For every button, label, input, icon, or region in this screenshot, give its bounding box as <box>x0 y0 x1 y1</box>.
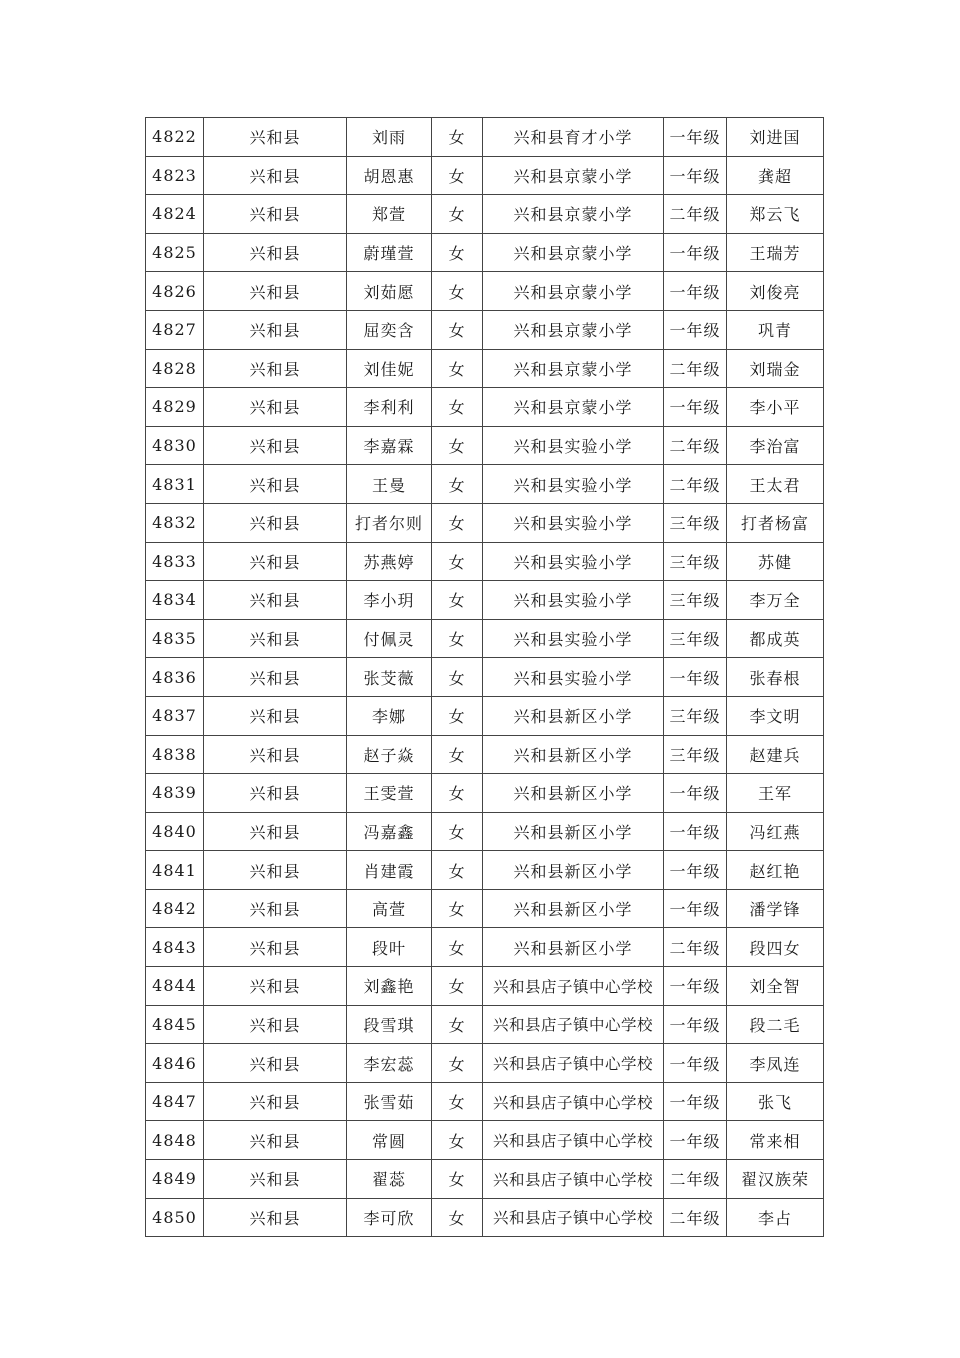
county-cell: 兴和县 <box>204 1005 347 1044</box>
school-cell: 兴和县实验小学 <box>483 581 664 620</box>
serial-number-cell: 4846 <box>146 1044 204 1083</box>
guardian-name-cell: 李凤连 <box>727 1044 824 1083</box>
county-cell: 兴和县 <box>204 349 347 388</box>
guardian-name-cell: 李万全 <box>727 581 824 620</box>
school-cell: 兴和县京蒙小学 <box>483 388 664 427</box>
gender-cell: 女 <box>432 310 483 349</box>
table-row <box>146 1198 824 1237</box>
serial-number-cell: 4831 <box>146 465 204 504</box>
table-row <box>146 503 824 542</box>
table-row <box>146 1121 824 1160</box>
county-cell: 兴和县 <box>204 658 347 697</box>
serial-number-cell: 4847 <box>146 1082 204 1121</box>
serial-number-cell: 4850 <box>146 1198 204 1237</box>
county-cell: 兴和县 <box>204 774 347 813</box>
county-cell: 兴和县 <box>204 542 347 581</box>
county-cell: 兴和县 <box>204 426 347 465</box>
grade-cell: 一年级 <box>664 967 727 1006</box>
guardian-name-cell: 刘进国 <box>727 118 824 157</box>
school-cell: 兴和县京蒙小学 <box>483 156 664 195</box>
student-name-cell: 常圆 <box>347 1121 432 1160</box>
school-cell: 兴和县店子镇中心学校 <box>483 967 664 1006</box>
table-row <box>146 658 824 697</box>
county-cell: 兴和县 <box>204 1160 347 1199</box>
gender-cell: 女 <box>432 696 483 735</box>
county-cell: 兴和县 <box>204 1044 347 1083</box>
gender-cell: 女 <box>432 426 483 465</box>
gender-cell: 女 <box>432 118 483 157</box>
school-cell: 兴和县京蒙小学 <box>483 195 664 234</box>
guardian-name-cell: 王瑞芳 <box>727 233 824 272</box>
table-row <box>146 812 824 851</box>
serial-number-cell: 4826 <box>146 272 204 311</box>
gender-cell: 女 <box>432 156 483 195</box>
serial-number-cell: 4833 <box>146 542 204 581</box>
student-name-cell: 段雪琪 <box>347 1005 432 1044</box>
table-row <box>146 581 824 620</box>
gender-cell: 女 <box>432 735 483 774</box>
student-name-cell: 段叶 <box>347 928 432 967</box>
grade-cell: 一年级 <box>664 388 727 427</box>
student-name-cell: 付佩灵 <box>347 619 432 658</box>
school-cell: 兴和县实验小学 <box>483 619 664 658</box>
table-row <box>146 1044 824 1083</box>
gender-cell: 女 <box>432 1121 483 1160</box>
guardian-name-cell: 龚超 <box>727 156 824 195</box>
student-name-cell: 李嘉霖 <box>347 426 432 465</box>
student-name-cell: 肖建霞 <box>347 851 432 890</box>
guardian-name-cell: 王太君 <box>727 465 824 504</box>
table-row <box>146 735 824 774</box>
student-name-cell: 李娜 <box>347 696 432 735</box>
gender-cell: 女 <box>432 1005 483 1044</box>
student-name-cell: 刘鑫艳 <box>347 967 432 1006</box>
gender-cell: 女 <box>432 388 483 427</box>
grade-cell: 二年级 <box>664 349 727 388</box>
gender-cell: 女 <box>432 272 483 311</box>
school-cell: 兴和县京蒙小学 <box>483 349 664 388</box>
school-cell: 兴和县新区小学 <box>483 812 664 851</box>
grade-cell: 二年级 <box>664 195 727 234</box>
gender-cell: 女 <box>432 1044 483 1083</box>
school-cell: 兴和县店子镇中心学校 <box>483 1082 664 1121</box>
school-cell: 兴和县店子镇中心学校 <box>483 1121 664 1160</box>
student-roster-table <box>145 117 824 1237</box>
student-name-cell: 苏燕婷 <box>347 542 432 581</box>
table-row <box>146 388 824 427</box>
grade-cell: 二年级 <box>664 928 727 967</box>
student-name-cell: 刘茹愿 <box>347 272 432 311</box>
guardian-name-cell: 翟汉族荣 <box>727 1160 824 1199</box>
serial-number-cell: 4843 <box>146 928 204 967</box>
gender-cell: 女 <box>432 542 483 581</box>
county-cell: 兴和县 <box>204 156 347 195</box>
serial-number-cell: 4836 <box>146 658 204 697</box>
grade-cell: 一年级 <box>664 812 727 851</box>
student-name-cell: 王曼 <box>347 465 432 504</box>
gender-cell: 女 <box>432 1160 483 1199</box>
grade-cell: 一年级 <box>664 658 727 697</box>
gender-cell: 女 <box>432 465 483 504</box>
guardian-name-cell: 郑云飞 <box>727 195 824 234</box>
serial-number-cell: 4824 <box>146 195 204 234</box>
table-row <box>146 851 824 890</box>
student-name-cell: 打者尔则 <box>347 503 432 542</box>
guardian-name-cell: 赵建兵 <box>727 735 824 774</box>
gender-cell: 女 <box>432 967 483 1006</box>
county-cell: 兴和县 <box>204 388 347 427</box>
student-name-cell: 胡恩惠 <box>347 156 432 195</box>
table-row <box>146 967 824 1006</box>
serial-number-cell: 4839 <box>146 774 204 813</box>
table-row <box>146 542 824 581</box>
grade-cell: 三年级 <box>664 581 727 620</box>
grade-cell: 三年级 <box>664 735 727 774</box>
serial-number-cell: 4845 <box>146 1005 204 1044</box>
serial-number-cell: 4822 <box>146 118 204 157</box>
county-cell: 兴和县 <box>204 581 347 620</box>
guardian-name-cell: 刘瑞金 <box>727 349 824 388</box>
student-name-cell: 李可欣 <box>347 1198 432 1237</box>
table-row <box>146 426 824 465</box>
grade-cell: 一年级 <box>664 156 727 195</box>
guardian-name-cell: 张春根 <box>727 658 824 697</box>
roster-body <box>146 118 824 1237</box>
guardian-name-cell: 巩青 <box>727 310 824 349</box>
school-cell: 兴和县京蒙小学 <box>483 233 664 272</box>
table-row <box>146 310 824 349</box>
school-cell: 兴和县新区小学 <box>483 774 664 813</box>
county-cell: 兴和县 <box>204 735 347 774</box>
table-row <box>146 156 824 195</box>
grade-cell: 三年级 <box>664 503 727 542</box>
gender-cell: 女 <box>432 1198 483 1237</box>
county-cell: 兴和县 <box>204 310 347 349</box>
grade-cell: 一年级 <box>664 1121 727 1160</box>
school-cell: 兴和县店子镇中心学校 <box>483 1044 664 1083</box>
county-cell: 兴和县 <box>204 1198 347 1237</box>
guardian-name-cell: 刘俊亮 <box>727 272 824 311</box>
serial-number-cell: 4825 <box>146 233 204 272</box>
student-name-cell: 高萱 <box>347 889 432 928</box>
grade-cell: 三年级 <box>664 619 727 658</box>
student-name-cell: 李利利 <box>347 388 432 427</box>
serial-number-cell: 4837 <box>146 696 204 735</box>
student-name-cell: 冯嘉鑫 <box>347 812 432 851</box>
school-cell: 兴和县新区小学 <box>483 889 664 928</box>
grade-cell: 三年级 <box>664 542 727 581</box>
grade-cell: 一年级 <box>664 118 727 157</box>
table-row <box>146 928 824 967</box>
county-cell: 兴和县 <box>204 812 347 851</box>
serial-number-cell: 4829 <box>146 388 204 427</box>
school-cell: 兴和县实验小学 <box>483 658 664 697</box>
serial-number-cell: 4830 <box>146 426 204 465</box>
guardian-name-cell: 赵红艳 <box>727 851 824 890</box>
gender-cell: 女 <box>432 812 483 851</box>
student-name-cell: 李宏蕊 <box>347 1044 432 1083</box>
school-cell: 兴和县实验小学 <box>483 542 664 581</box>
guardian-name-cell: 潘学锋 <box>727 889 824 928</box>
gender-cell: 女 <box>432 928 483 967</box>
serial-number-cell: 4844 <box>146 967 204 1006</box>
county-cell: 兴和县 <box>204 889 347 928</box>
school-cell: 兴和县实验小学 <box>483 465 664 504</box>
guardian-name-cell: 李小平 <box>727 388 824 427</box>
county-cell: 兴和县 <box>204 619 347 658</box>
student-name-cell: 刘佳妮 <box>347 349 432 388</box>
grade-cell: 一年级 <box>664 774 727 813</box>
serial-number-cell: 4835 <box>146 619 204 658</box>
serial-number-cell: 4832 <box>146 503 204 542</box>
grade-cell: 一年级 <box>664 889 727 928</box>
table-row <box>146 349 824 388</box>
guardian-name-cell: 常来相 <box>727 1121 824 1160</box>
serial-number-cell: 4840 <box>146 812 204 851</box>
gender-cell: 女 <box>432 889 483 928</box>
grade-cell: 二年级 <box>664 1160 727 1199</box>
gender-cell: 女 <box>432 349 483 388</box>
serial-number-cell: 4838 <box>146 735 204 774</box>
grade-cell: 一年级 <box>664 1082 727 1121</box>
school-cell: 兴和县京蒙小学 <box>483 272 664 311</box>
grade-cell: 二年级 <box>664 426 727 465</box>
school-cell: 兴和县新区小学 <box>483 696 664 735</box>
county-cell: 兴和县 <box>204 465 347 504</box>
gender-cell: 女 <box>432 851 483 890</box>
guardian-name-cell: 李文明 <box>727 696 824 735</box>
student-name-cell: 张雪茹 <box>347 1082 432 1121</box>
grade-cell: 一年级 <box>664 272 727 311</box>
guardian-name-cell: 王军 <box>727 774 824 813</box>
grade-cell: 三年级 <box>664 696 727 735</box>
guardian-name-cell: 李治富 <box>727 426 824 465</box>
gender-cell: 女 <box>432 195 483 234</box>
table-row <box>146 233 824 272</box>
school-cell: 兴和县新区小学 <box>483 735 664 774</box>
grade-cell: 一年级 <box>664 310 727 349</box>
school-cell: 兴和县京蒙小学 <box>483 310 664 349</box>
table-row <box>146 696 824 735</box>
guardian-name-cell: 张飞 <box>727 1082 824 1121</box>
table-row <box>146 465 824 504</box>
student-name-cell: 王雯萱 <box>347 774 432 813</box>
county-cell: 兴和县 <box>204 851 347 890</box>
gender-cell: 女 <box>432 774 483 813</box>
table-row <box>146 118 824 157</box>
gender-cell: 女 <box>432 581 483 620</box>
student-name-cell: 张芠薇 <box>347 658 432 697</box>
student-name-cell: 李小玥 <box>347 581 432 620</box>
serial-number-cell: 4827 <box>146 310 204 349</box>
guardian-name-cell: 都成英 <box>727 619 824 658</box>
county-cell: 兴和县 <box>204 195 347 234</box>
county-cell: 兴和县 <box>204 1082 347 1121</box>
serial-number-cell: 4841 <box>146 851 204 890</box>
grade-cell: 二年级 <box>664 465 727 504</box>
school-cell: 兴和县新区小学 <box>483 928 664 967</box>
county-cell: 兴和县 <box>204 696 347 735</box>
guardian-name-cell: 苏健 <box>727 542 824 581</box>
grade-cell: 一年级 <box>664 233 727 272</box>
county-cell: 兴和县 <box>204 272 347 311</box>
grade-cell: 一年级 <box>664 851 727 890</box>
table-row <box>146 1160 824 1199</box>
gender-cell: 女 <box>432 1082 483 1121</box>
table-row <box>146 619 824 658</box>
gender-cell: 女 <box>432 658 483 697</box>
grade-cell: 二年级 <box>664 1198 727 1237</box>
student-name-cell: 刘雨 <box>347 118 432 157</box>
table-row <box>146 889 824 928</box>
guardian-name-cell: 段二毛 <box>727 1005 824 1044</box>
table-row <box>146 272 824 311</box>
student-name-cell: 屈奕含 <box>347 310 432 349</box>
table-row <box>146 774 824 813</box>
county-cell: 兴和县 <box>204 967 347 1006</box>
school-cell: 兴和县育才小学 <box>483 118 664 157</box>
school-cell: 兴和县店子镇中心学校 <box>483 1198 664 1237</box>
student-name-cell: 赵子焱 <box>347 735 432 774</box>
serial-number-cell: 4834 <box>146 581 204 620</box>
table-row <box>146 195 824 234</box>
county-cell: 兴和县 <box>204 233 347 272</box>
gender-cell: 女 <box>432 619 483 658</box>
guardian-name-cell: 冯红燕 <box>727 812 824 851</box>
serial-number-cell: 4828 <box>146 349 204 388</box>
guardian-name-cell: 刘全智 <box>727 967 824 1006</box>
student-name-cell: 翟蕊 <box>347 1160 432 1199</box>
school-cell: 兴和县实验小学 <box>483 426 664 465</box>
gender-cell: 女 <box>432 503 483 542</box>
serial-number-cell: 4849 <box>146 1160 204 1199</box>
serial-number-cell: 4848 <box>146 1121 204 1160</box>
school-cell: 兴和县实验小学 <box>483 503 664 542</box>
student-name-cell: 郑萱 <box>347 195 432 234</box>
school-cell: 兴和县店子镇中心学校 <box>483 1160 664 1199</box>
grade-cell: 一年级 <box>664 1044 727 1083</box>
table-row <box>146 1082 824 1121</box>
grade-cell: 一年级 <box>664 1005 727 1044</box>
county-cell: 兴和县 <box>204 1121 347 1160</box>
county-cell: 兴和县 <box>204 503 347 542</box>
guardian-name-cell: 李占 <box>727 1198 824 1237</box>
guardian-name-cell: 段四女 <box>727 928 824 967</box>
school-cell: 兴和县新区小学 <box>483 851 664 890</box>
guardian-name-cell: 打者杨富 <box>727 503 824 542</box>
student-name-cell: 蔚瑾萱 <box>347 233 432 272</box>
county-cell: 兴和县 <box>204 118 347 157</box>
serial-number-cell: 4823 <box>146 156 204 195</box>
gender-cell: 女 <box>432 233 483 272</box>
serial-number-cell: 4842 <box>146 889 204 928</box>
county-cell: 兴和县 <box>204 928 347 967</box>
table-row <box>146 1005 824 1044</box>
school-cell: 兴和县店子镇中心学校 <box>483 1005 664 1044</box>
